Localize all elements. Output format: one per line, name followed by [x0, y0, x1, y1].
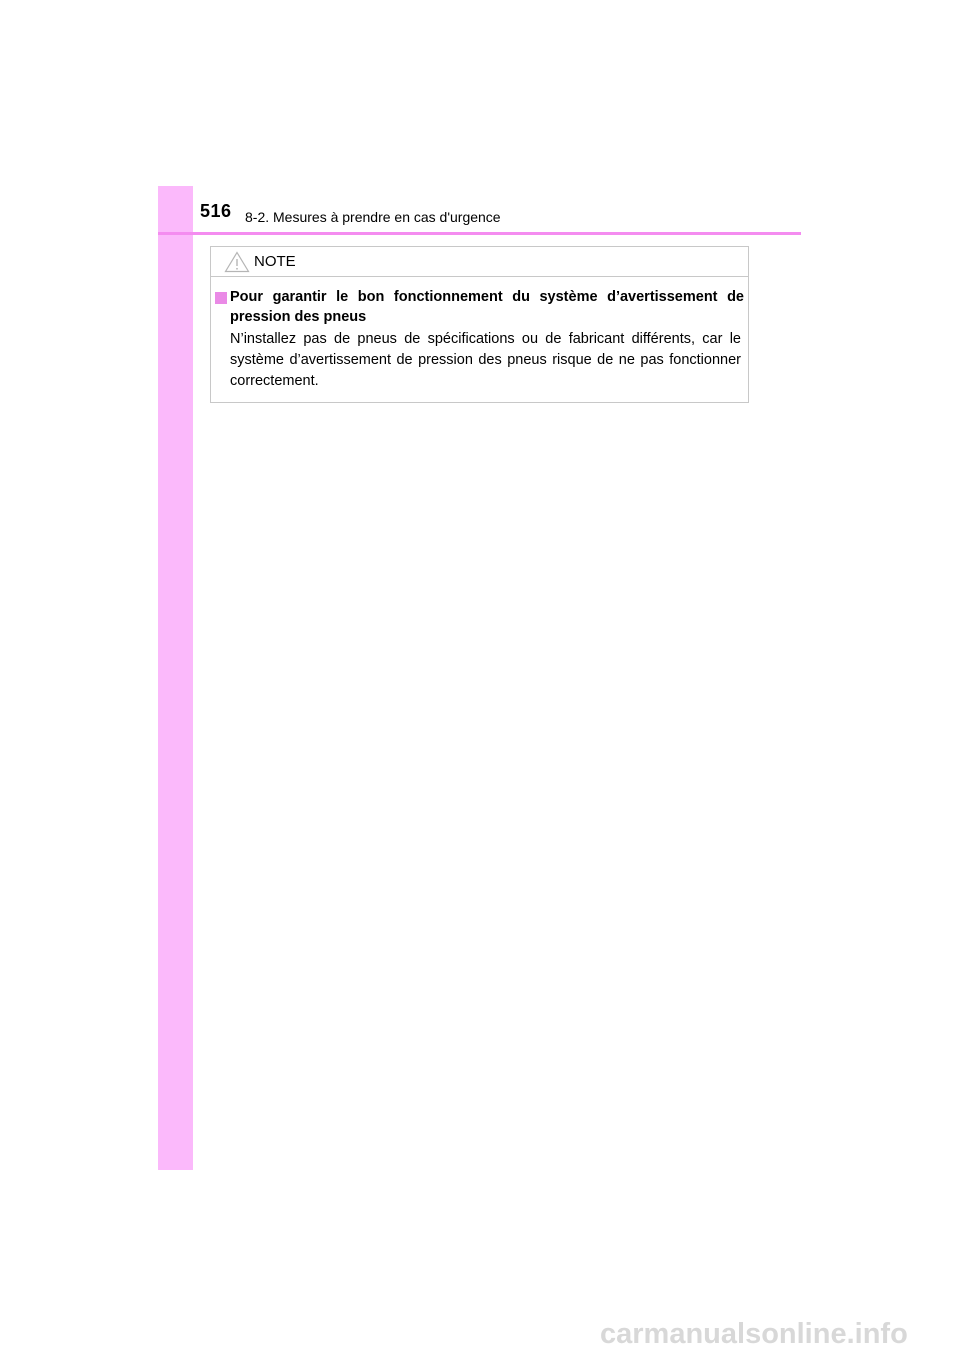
note-body: N’installez pas de pneus de spécifications ou de fabricant différents, car le système d’avertissement de pression des pneus risque de ne pas fonctionner correctement. [230, 331, 741, 389]
warning-icon [224, 251, 250, 273]
watermark-text: carmanualsonline.info [600, 1318, 908, 1350]
header-rule [158, 232, 801, 235]
bullet-square-icon [215, 292, 227, 304]
chapter-side-band [158, 186, 193, 1170]
note-heading: Pour garantir le bon fonctionnement du système d’avertissement de pression des pneus [230, 289, 744, 325]
note-label: NOTE [254, 253, 296, 270]
watermark [600, 1318, 952, 1350]
note-box [210, 246, 749, 403]
page-number: 516 [200, 201, 232, 221]
section-title: 8-2. Mesures à prendre en cas d'urgence [245, 209, 501, 225]
note-header [211, 247, 748, 277]
